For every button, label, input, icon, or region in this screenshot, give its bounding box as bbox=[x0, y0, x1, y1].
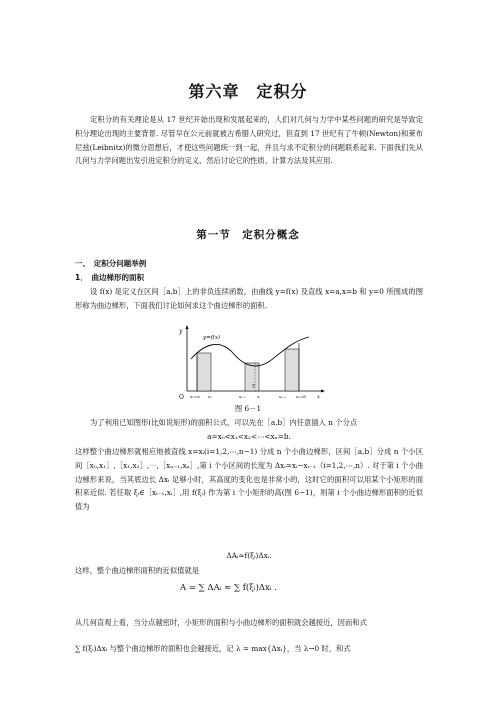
tick-x1: x₁ bbox=[208, 394, 212, 399]
y-axis-arrow bbox=[186, 325, 189, 329]
subsection-heading: 一、 定积分问题举例 bbox=[75, 259, 147, 268]
x-axis-label: x bbox=[317, 394, 320, 400]
tick-x0: x₀=a bbox=[190, 394, 200, 399]
paragraph-partition: 为了利用已知图形(比如说矩形)的面积公式，可以先在［a,b］内任意插入 n 个分点 bbox=[90, 418, 358, 427]
section-title: 第一节 定积分概念 bbox=[196, 229, 300, 241]
partition-formula: a=x₀<x₁<x₂<⋯<xₙ=b. bbox=[207, 432, 291, 441]
intro-paragraph: 定积分的有关理论是从 17 世纪开始出现和发展起来的，人们对几何与力学中某些问题的研究是导致定积分理论出现的主要背景. 尽管早在公元前就被古希腊人研究过，但直到 17 世纪有了牛顿(Newton)和莱布尼兹(Leibnitz)的微分思想后，才使这些问题统一到一起，并且与求不定积分的问题联系起来. 下面我们先从几何与力学问题出发引进定积分的定义，然后讨论它的性质、计算方法及其应用. bbox=[75, 115, 423, 166]
paragraph-geometric: 从几何直观上看，当分点越密时，小矩形的面积与小曲边梯形的面积就会越接近，因而和式 bbox=[75, 618, 367, 627]
tick-x-i: xᵢ bbox=[257, 394, 261, 399]
y-axis-label: y bbox=[179, 328, 183, 335]
tick-xi: ξᵢ bbox=[252, 383, 256, 388]
paragraph-limit: ∑ f(ξᵢ)Δxᵢ 与整个曲边梯形的面积也会越接近，记 λ = max{Δxᵢ}，当 λ→0 时，和式 bbox=[75, 644, 351, 653]
figure-caption: 图 6－1 bbox=[234, 404, 262, 413]
approx-formula: ΔAᵢ≈f(ξᵢ)Δxᵢ. bbox=[226, 551, 272, 560]
paragraph-definition: 设 f(x) 是定义在区间［a,b］上的非负连续函数，由曲线 y=f(x) 及直线 x=a,x=b 和 y=0 所围成的图形称为曲边梯形，下面我们讨论如何求这个曲边梯形的面积. bbox=[75, 287, 423, 310]
chapter-title: 第六章 定积分 bbox=[188, 82, 308, 101]
origin-label: O bbox=[179, 394, 184, 401]
curved-trapezoid-figure bbox=[175, 325, 325, 403]
paragraph-sum-intro: 这样，整个曲边梯形面积的近似值就是 bbox=[75, 566, 200, 575]
tick-xn-1: xₙ₋₁ bbox=[279, 394, 287, 399]
sum-formula: A = ∑ ΔAᵢ ≈ ∑ f(ξᵢ)Δxᵢ . bbox=[180, 583, 277, 593]
approx-rectangle bbox=[197, 353, 211, 391]
tick-xi-1: xᵢ₋₁ bbox=[239, 394, 246, 399]
tick-xn: xₙ=b bbox=[296, 394, 306, 399]
approx-rectangle bbox=[285, 349, 299, 391]
subsubsection-heading: 1． 曲边梯形的面积 bbox=[75, 273, 144, 282]
curve-label: y=f(x) bbox=[203, 335, 221, 341]
paragraph-subdivision: 这样整个曲边梯形就相应地被直线 x=xᵢ(i=1,2,⋯,n−1) 分成 n 个小曲边梯形，区间［a,b］分成 n 个小区间［x₀,x₁］,［x₁,x₂］,⋯,［xₙ₋₁,xₙ］,第 i 个小区间的长度为 Δxᵢ=xᵢ−xᵢ₋₁（i=1,2,⋯,n）. 对于第 i 个小曲边梯形来说，当其底边长 Δxᵢ 足够小时，其高度的变化也是非常小的，这时它的面积可以用某个小矩形的面积来近似. 若任取 ξᵢ∈［xᵢ₋₁,xᵢ］,用 f(ξᵢ) 作为第 i 个小矩形的高(图 6−1)，则第 i 个小曲边梯形面积的近似值为 bbox=[75, 447, 423, 512]
x-axis-arrow bbox=[321, 390, 325, 393]
